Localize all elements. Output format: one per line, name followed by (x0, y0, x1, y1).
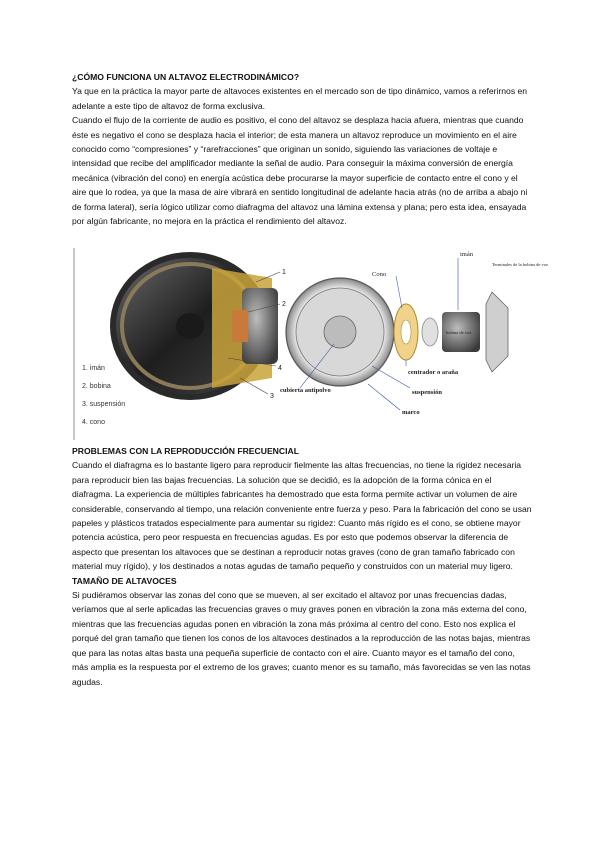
legend-suspension: 3. suspensión (82, 401, 126, 408)
paragraph-speaker-size: Si pudiéramos observar las zonas del cono que se mueven, al ser excitado el altavoz por unas frecuencias dadas, veríamos que al serle aplicadas las frecuencias graves o muy graves ponen en vibración la zona más externa del cono, mientras que las frecuencias agudas ponen en vibración la zona más próxima al centro del cono. Esto nos explica el porqué del gran tamaño que tienen los conos de los altavoces destinados a la reproducción de las notas bajas, mientras que para las notas altas basta una pequeña superficie de contacto con el aire. Cuanto mayor es el tamaño del cono, más amplia es la respuesta por el extremo de los graves; cuanto menor es su tamaño, más favorecidas se ven las notas agudas. (72, 590, 531, 687)
speaker-voice-coil (232, 310, 248, 342)
heading-speaker-size: TAMAÑO DE ALTAVOCES (72, 575, 177, 586)
exploded-side-section (486, 292, 508, 372)
callout-1: 1 (282, 269, 286, 276)
speaker-dustcap (176, 313, 204, 339)
label-centrador: centrador o araña (408, 369, 459, 376)
label-cubierta: cubierta antipolvo (280, 387, 331, 394)
callout-2: 2 (282, 301, 286, 308)
legend-iman: 1. imán (82, 365, 105, 372)
paragraph-frequency: Cuando el diafragma es lo bastante ligero para reproducir fielmente las altas frecuencias, no tiene la rigidez necesaria para reproducir bien las bajas frecuencias. La solución que se decidió, es la adopción de la forma cónica en el diafragma. La experiencia de múltiples fabricantes ha demostrado que esta forma permite activar un volumen de aire considerable, conservando al tiempo, una relación conveniente entre fuerza y peso. Para la fabricación del cono se usan papeles y plásticos tratados especialmente para aumentar su rigidez: Cuanto más rígido es el cono, se obtiene mayor potencia acústica, pero peor respuesta en frecuencias agudas. Es por esto que podemos observar la diferencia de aspecto que presentan los altavoces que se destinan a reproducir notas graves (cono de gran tamaño fabricado con material muy rígido), y los destinados a notas agudas de tamaño pequeño y construidos con un material muy ligero. (72, 460, 532, 572)
speaker-exploded-view (286, 278, 508, 386)
callout-4: 4 (278, 365, 282, 372)
label-suspension: suspensión (412, 389, 442, 396)
exploded-coil (422, 318, 438, 346)
speaker-figure (72, 248, 549, 440)
heading-how-it-works: ¿CÓMO FUNCIONA UN ALTAVOZ ELECTRODINÁMICO? (72, 72, 300, 82)
heading-frequency-problems: PROBLEMAS CON LA REPRODUCCIÓN FRECUENCIAL (72, 446, 299, 456)
legend-bobina: 2. bobina (82, 383, 111, 390)
paragraph-audio-current: Cuando el flujo de la corriente de audio es positivo, el cono del altavoz se desplaza hacia afuera, mientras que cuando éste es negativo el cono se desplaza hacia el interior; de esta manera un altavoz reproduce un movimiento en el aire conocido como “compresiones” y “rarefracciones” que originan un sonido, siguiendo las variaciones de voltaje e intensidad que recibe del amplificador mediante la señal de audio. Para conseguir la máxima conversión de energía mecánica (vibración del cono) en energía acústica debe procurarse la mayor superficie de contacto entre el cono y el aire que lo rodea, ya que la masa de aire vibrará en sentido longitudinal de adelante hacia atrás (no de arriba a abajo ni de forma lateral), sería lógico utilizar como diafragma del altavoz una lámina extensa y plana; pero esta idea, ensayada por algún fabricante, no mejora en la práctica el rendimiento del altavoz. (72, 115, 528, 227)
section-frequency-and-size (72, 444, 532, 689)
paragraph-dynamic-speakers: Ya que en la práctica la mayor parte de altavoces existentes en el mercado son de tipo dinámico, vamos a referirnos en adelante a este tipo de altavoz de forma exclusiva. (72, 86, 528, 111)
speaker-diagram (72, 248, 549, 440)
legend-cono: 4. cono (82, 419, 105, 426)
label-terminales: Terminales de la bobina de voz (492, 262, 549, 267)
exploded-dustcap (324, 316, 356, 348)
label-marco: marco (402, 409, 420, 416)
label-bobina-voz: bobina de voz (446, 330, 472, 335)
speaker-cutaway (110, 252, 278, 400)
section-how-it-works (72, 70, 532, 228)
label-cono: Cono (372, 271, 387, 278)
parts-legend (82, 365, 125, 426)
callout-3: 3 (270, 393, 274, 400)
label-iman: imán (460, 251, 473, 258)
